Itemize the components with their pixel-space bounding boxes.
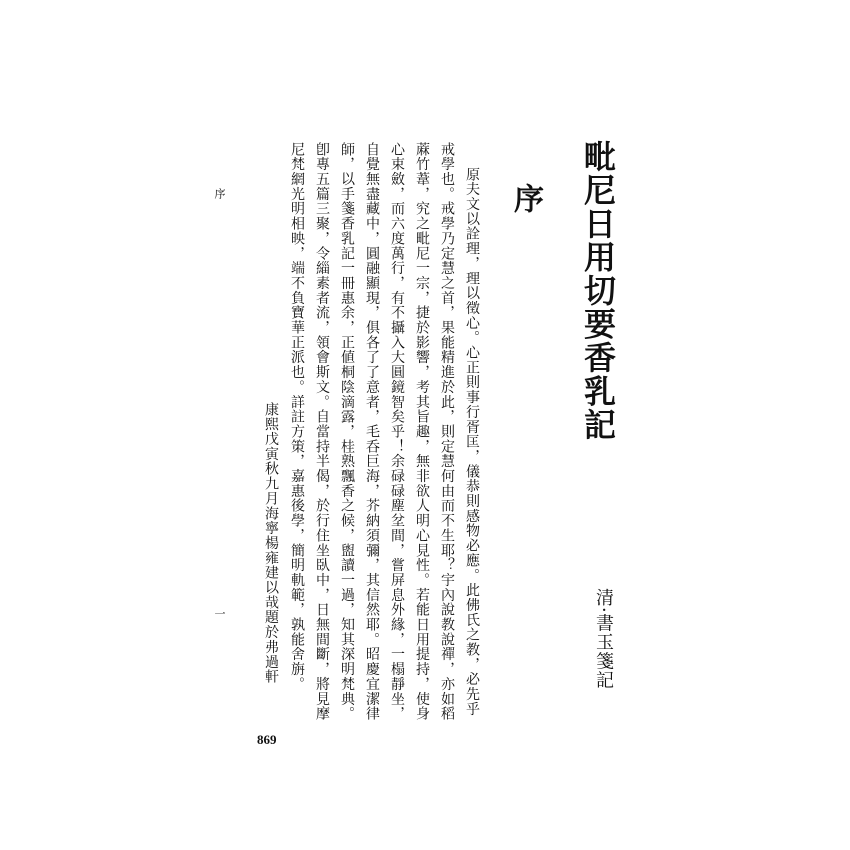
preface-column-4: 心束斂，而六度萬行，有不攝入大圓鏡智矣乎！余碌碌塵坌間，嘗屏息外緣，一榻靜坐，	[389, 142, 405, 722]
author-credit: 清·書玉箋記	[593, 588, 614, 690]
preface-column-2: 戒學也。戒學乃定慧之首，果能精進於此，則定慧何由而不生耶？宇內說教說禪，亦如稻	[439, 142, 455, 722]
preface-column-3: 蔴竹葦，究之毗尼一宗，捷於影響，考其旨趣，無非欲人明心見性。若能日用提持，使身	[414, 142, 430, 722]
preface-column-1: 原夫文以詮理，理以徵心。心正則事行胥匡，儀恭則感物必應。此佛氏之教，必先乎	[464, 167, 480, 717]
preface-column-7: 卽專五篇三聚，令緇素者流，領會斯文。自當持半偈，於行住坐臥中，日無間斷，將見摩	[314, 142, 330, 722]
preface-column-5: 自覺無盡藏中，圓融顯現，俱各了了意者，毛呑巨海，芥納須彌，其信然耶。昭慶宜潔律	[364, 142, 380, 722]
page-number: 869	[257, 732, 277, 747]
preface-column-6: 師，以手箋香乳記一冊惠余，正値桐陰滴露，桂熟飄香之候，盥讀一過，知其深明梵典。	[339, 142, 355, 722]
running-page-marker: 一	[213, 608, 226, 619]
book-title: 毗尼日用切要香乳記	[579, 140, 617, 442]
section-heading: 序	[508, 183, 543, 213]
preface-column-8: 尼梵網光明相映，端不負寶華正派也。詳註方策，嘉惠後學，簡明軌範，孰能舍旃。	[289, 142, 305, 692]
running-header: 序	[213, 188, 226, 199]
colophon: 康熙戊寅秋九月海寧楊雍建以哉題於弗過軒	[263, 402, 279, 685]
